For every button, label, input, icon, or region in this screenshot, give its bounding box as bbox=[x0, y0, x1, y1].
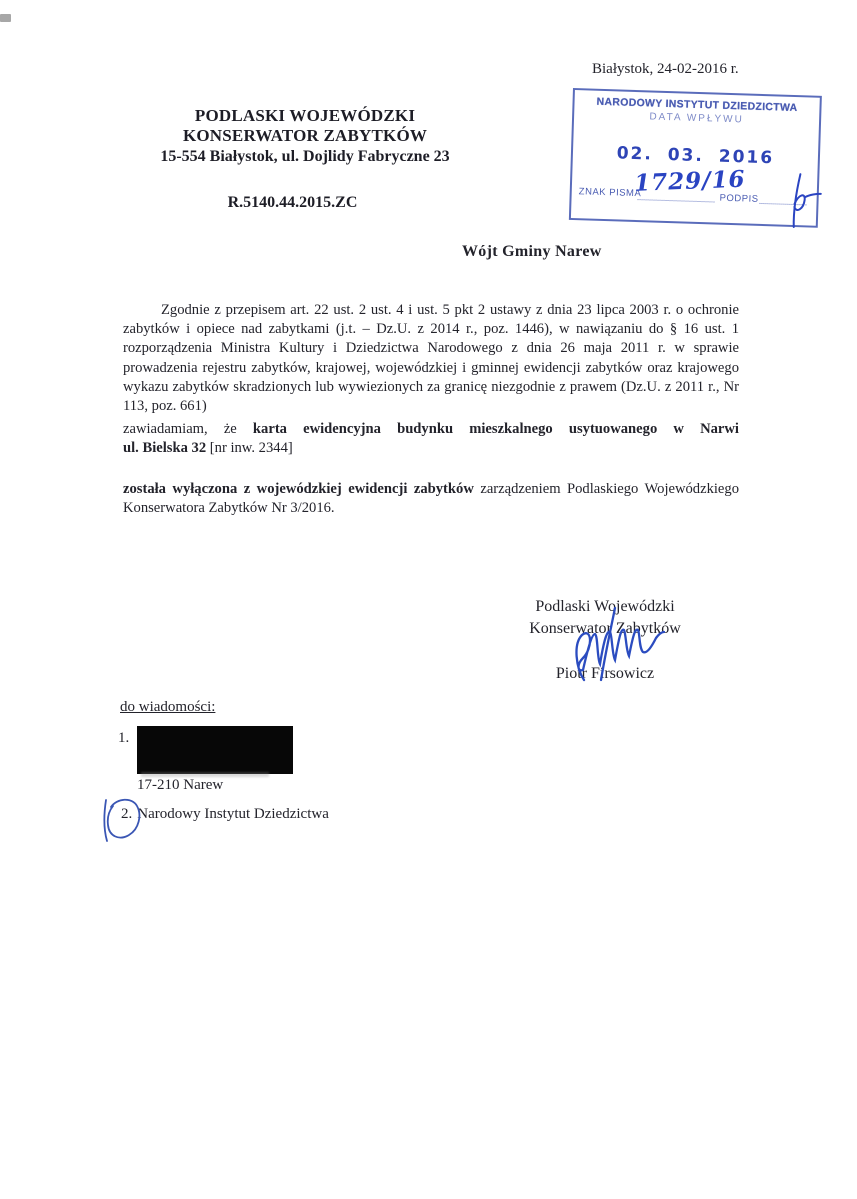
result-rest: zarządzeniem Podlaskiego Wojewódzkiego Konserwatora Zabytków Nr 3/2016. bbox=[123, 480, 740, 516]
stamp-organization: NARODOWY INSTYTUT DZIEDZICTWA bbox=[596, 95, 798, 115]
notice-line2 bbox=[123, 439, 739, 458]
addressee: Wójt Gminy Narew bbox=[462, 243, 602, 260]
legal-basis-paragraph: Zgodnie z przepisem art. 22 ust. 2 ust. 4 i ust. 5 pkt 2 ustawy z dnia 23 lipca 2003 r. o ochronie zabytków i opiece nad zabytkami (j.t. – Dz.U. z 2014 r., poz. 1446), w nawiązaniu do § 16 ust. 1 rozporządzenia Ministra Kultury i Dziedzictwa Narodowego z dnia 26 maja 2011 r. w sprawie prowadzenia rejestru zabytków, krajowej, wojewódzkiej i gminnej ewidencji zabytków oraz krajowego wykazu zabytków skradzionych lub wywiezionych za granicę niezgodnie z prawem (Dz.U. z 2011 r., Nr 113, poz. 661) bbox=[123, 302, 739, 415]
distribution-item2 bbox=[121, 806, 329, 823]
handwritten-initial-icon bbox=[769, 170, 823, 230]
result-bold: została wyłączona z wojewódzkiej ewidencji zabytków bbox=[123, 480, 474, 497]
notice-line1 bbox=[123, 420, 739, 439]
letter-body bbox=[123, 301, 739, 518]
letterhead bbox=[120, 106, 490, 166]
notice-paragraph bbox=[123, 420, 739, 458]
handwritten-ref-number: 1729/16 bbox=[633, 165, 747, 197]
signature-block bbox=[505, 596, 705, 685]
redaction-box bbox=[137, 726, 293, 774]
letterhead-line1: PODLASKI WOJEWÓDZKI bbox=[194, 106, 416, 125]
signer-name: Piotr Firsowicz bbox=[555, 665, 655, 682]
letterhead-line2: KONSERWATOR ZABYTKÓW bbox=[182, 125, 428, 145]
stamp-date-received: 02. 03. 2016 bbox=[616, 143, 775, 169]
signer-title-line1: Podlaski Wojewódzki bbox=[535, 598, 675, 615]
signer-title-line2: Konserwator Zabytków bbox=[529, 620, 681, 637]
letterhead-address: 15-554 Białystok, ul. Dojlidy Fabryczne 23 bbox=[160, 148, 450, 165]
distribution-heading: do wiadomości: bbox=[120, 699, 216, 715]
scan-artifact bbox=[0, 14, 11, 22]
stamp-ref-label: ZNAK PISMA bbox=[578, 186, 642, 200]
case-number: R.5140.44.2015.ZC bbox=[227, 194, 358, 211]
place-and-date: Białystok, 24-02-2016 r. bbox=[592, 61, 739, 77]
intake-stamp bbox=[569, 88, 822, 228]
stamp-date-label: DATA WPŁYWU bbox=[649, 111, 744, 126]
notice-intro: zawiadamiam, że bbox=[123, 421, 237, 438]
notice-bold-part2: ul. Bielska 32 bbox=[123, 440, 207, 457]
distribution-item2-number: 2. bbox=[121, 806, 133, 822]
notice-bold-part1: karta ewidencyjna budynku mieszkalnego usytuowanego w Narwi bbox=[252, 421, 739, 438]
stamp-ref-dotted-line bbox=[638, 199, 715, 202]
distribution-item2-name: Narodowy Instytut Dziedzictwa bbox=[137, 806, 329, 822]
result-paragraph bbox=[123, 480, 739, 518]
distribution-item1-city: 17-210 Narew bbox=[137, 777, 224, 793]
notice-inventory-ref: [nr inw. 2344] bbox=[209, 440, 293, 457]
stamp-sign-label: PODPIS bbox=[719, 192, 759, 205]
distribution-item1-number: 1. bbox=[118, 730, 130, 746]
